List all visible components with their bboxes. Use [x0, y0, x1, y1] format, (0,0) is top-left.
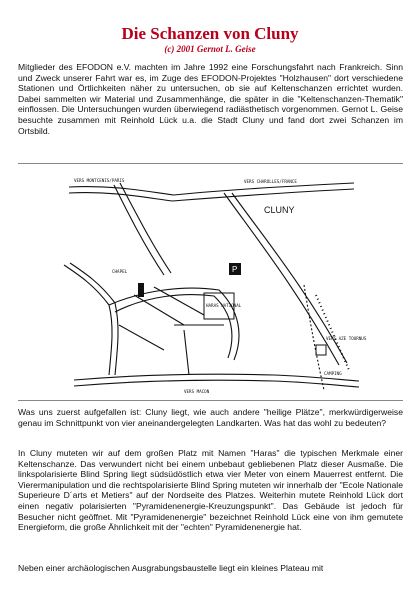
question-paragraph: Was uns zuerst aufgefallen ist: Cluny liegt, wie auch andere "heilige Plätze", merkwürdigerweise genau im Schnittpunkt von vier aneinandergelegten Landkarten. Was hat das wohl zu bedeuten?: [18, 407, 403, 428]
parking-icon: P: [232, 265, 238, 274]
intro-paragraph: Mitglieder des EFODON e.V. machten im Jahre 1992 eine Forschungsfahrt nach Frankreich. Sinn und Zweck unserer Fahrt war es, im Zuge des EFODON-Projektes "Holzhausen" dort verschiedene Stationen und Örtlichkeiten näher zu untersuchen, ob sie auf Keltenschanzen errichtet wurden. Dabei sammelten wir Material und Zusammenhänge, die später in die "Keltenschanzen-Thematik" einflossen. Die Untersuchungen wurden überwiegend radiästhetisch vorgenommen. Gernot L. Geise besuchte zusammen mit Reinhold Lück u.a. die Stadt Cluny und fand dort zwei Schanzen im Ortsbild.: [18, 62, 403, 136]
map-label-chapel: CHAPEL: [112, 269, 128, 274]
map-drawing: [54, 175, 369, 395]
map-label-bottom: VERS MACON: [184, 389, 210, 394]
divider-bottom: [18, 400, 403, 401]
page-title: Die Schanzen von Cluny: [121, 24, 299, 43]
divider-top: [18, 163, 403, 164]
map-town-label: CLUNY: [264, 205, 295, 215]
map-label-top-right: VERS CHAROLLES/FRANCE: [244, 179, 297, 184]
map-label-haras: HARAS NATIONAL: [206, 303, 242, 308]
haras-paragraph: In Cluny muteten wir auf dem großen Platz mit Namen "Haras" die typischen Merkmale einer Keltenschanze. Das verwundert nicht bei einem unbebaut gebliebenen Platz dieser Ausmaße. Die linkspolarisierte Blind Spring liegt südsüdöstlich etwa vier Meter von einem Mauerrest entfernt. Die Vierermanipulation und die rechtspolarisierte Blind Spring muteten wir innerhalb der "Ecole Nationale Superieure D´arts et Metiers" auf der Nordseite des Platzes. Weiterhin mutete Reinhold Lück dort einen negativ polarisierten "Pyramidenenergie-Kreuzungspunkt". Das Gebäude ist jedoch für Besucher nicht geöffnet. Mit "Pyramidenenergie" bezeichnet Reinhold Lück eine von ihm gemutete Energieform, die große Ähnlichkeit mit der "echten" Pyramidenenergie hat.: [18, 448, 403, 533]
map-label-camping: CAMPING: [324, 371, 342, 376]
map-label-top-left: VERS MONTCENIS/PARIS: [74, 178, 125, 183]
last-paragraph: Neben einer archäologischen Ausgrabungsbaustelle liegt ein kleines Plateau mit: [18, 563, 324, 573]
copyright-subtitle: (c) 2001 Gernot L. Geise: [164, 44, 256, 54]
cluny-street-map: [54, 175, 369, 395]
map-label-bottom-right: VERS AZE TOURNUS: [326, 336, 367, 341]
